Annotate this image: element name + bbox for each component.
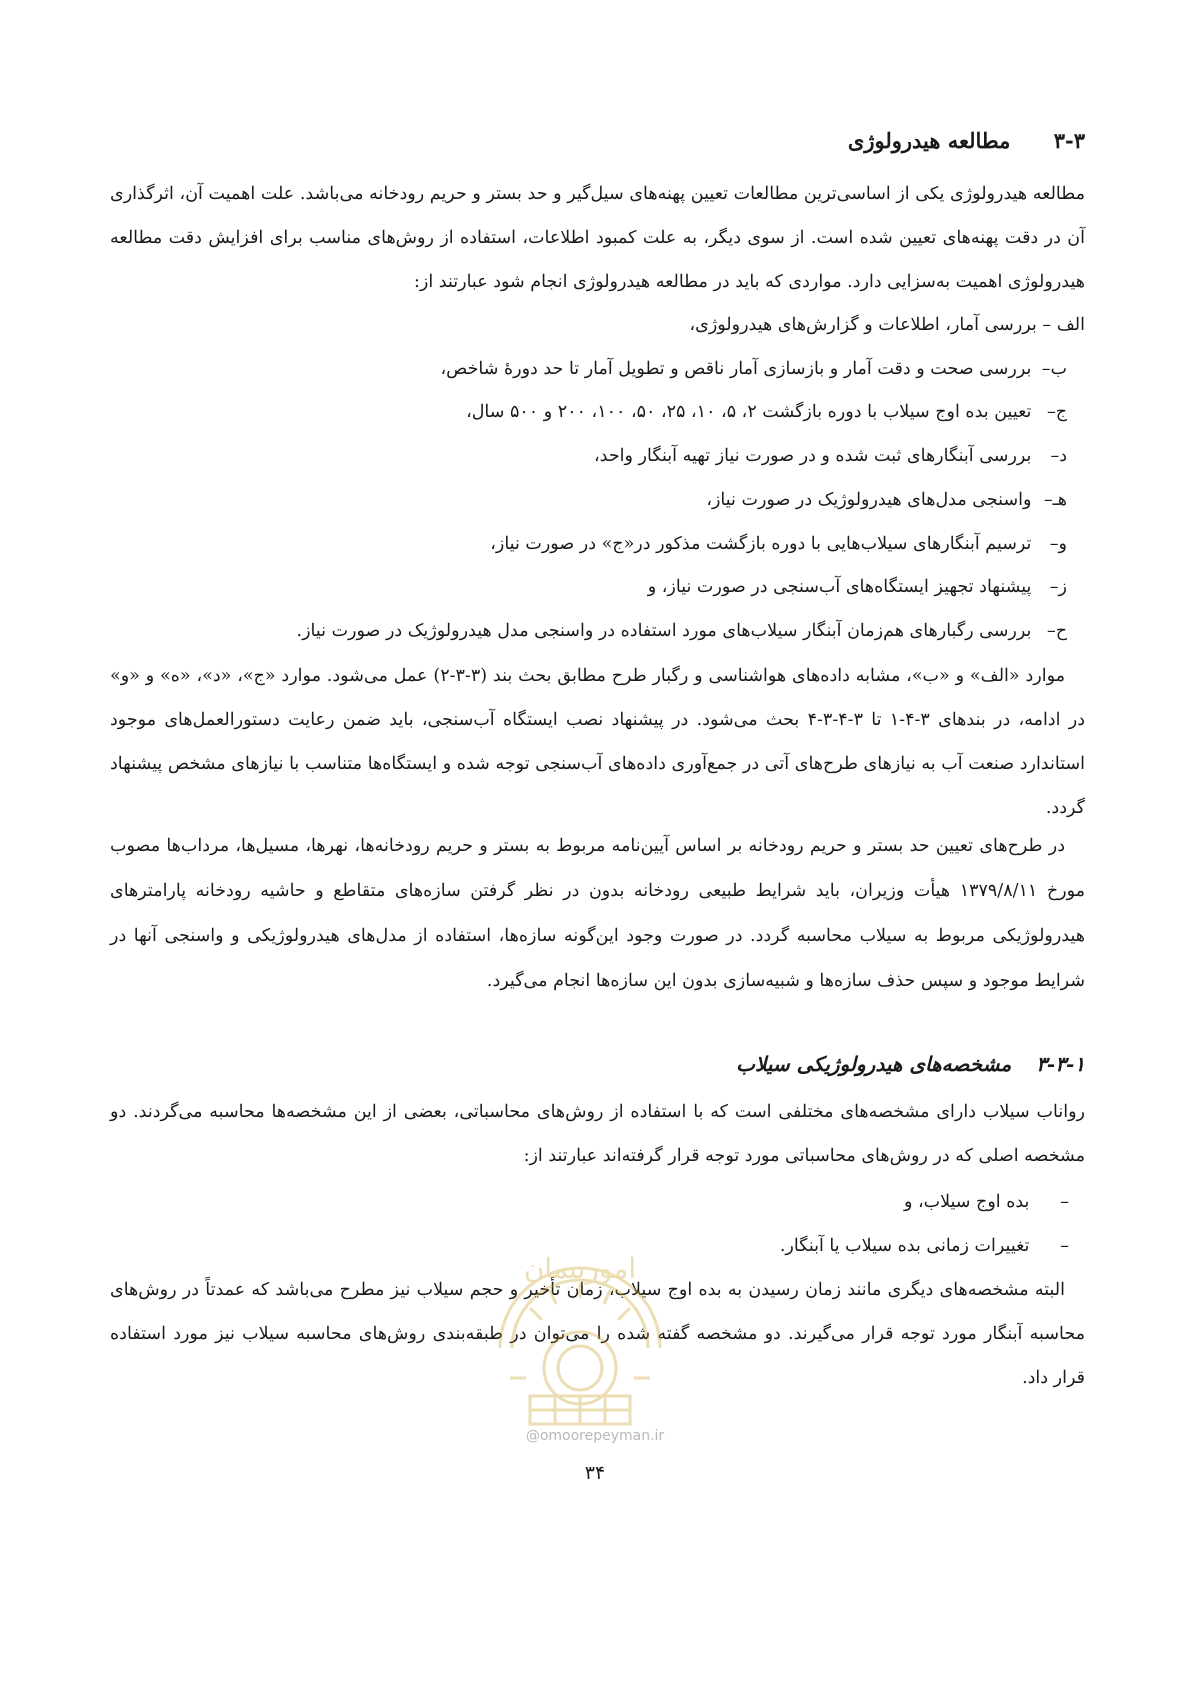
subsection-number: ۳-۳-۱: [1036, 1052, 1085, 1076]
study-items-list: [110, 304, 1085, 654]
list-item: [110, 566, 1085, 610]
section-number: ۳-۳: [1053, 128, 1085, 153]
list-item-label: الف –: [1042, 315, 1085, 335]
list-item-label: ج–: [1046, 402, 1067, 423]
list-item-text: واسنجی مدل‌های هیدرولوژیک در صورت نیاز،: [706, 489, 1032, 510]
paragraph-flood-characteristics: رواناب سیلاب دارای مشخصه‌های مختلفی است که با استفاده از روش‌های محاسباتی، بعضی از این مشخصه‌ها محاسبه می‌گردند. دو مشخصه اصلی که در روش‌های محاسباتی مورد توجه قرار گرفته‌اند عبارتند از:: [110, 1102, 1085, 1166]
list-item-label: ب–: [1041, 358, 1067, 379]
list-item-label: د–: [1050, 446, 1067, 467]
list-item-text: تعیین بده اوج سیلاب با دوره بازگشت ۲، ۵، ۱۰، ۲۵، ۵۰، ۱۰۰، ۲۰۰ و ۵۰۰ سال،: [466, 402, 1032, 423]
svg-text:امورپیمان: امورپیمان: [523, 1252, 637, 1285]
list-item-dash: –: [1060, 1192, 1069, 1212]
list-item-dash: –: [1060, 1236, 1069, 1256]
list-item-label: ز–: [1049, 577, 1067, 598]
intro-paragraph: مطالعه هیدرولوژی یکی از اساسی‌ترین مطالعات تعیین پهنه‌های سیل‌گیر و حد بستر و حریم رودخانه می‌باشد. علت اهمیت آن، اثرگذاری آن در دقت پهنه‌های تعیین شده است. از سوی دیگر، به علت کمبود اطلاعات، استفاده از روش‌های مناسب برای افزایش دقت مطالعه هیدرولوژی اهمیت به‌سزایی دارد. مواردی که باید در مطالعه هیدرولوژی انجام شود عبارتند از:: [110, 184, 1085, 292]
list-item-label: و–: [1049, 533, 1067, 554]
list-item-text: بررسی صحت و دقت آمار و بازسازی آمار ناقص و تطویل آمار تا حد دورهٔ شاخص،: [440, 358, 1032, 379]
watermark-site: [0, 1428, 1190, 1444]
list-item-text: پیشنهاد تجهیز ایستگاه‌های آب‌سنجی در صورت نیاز، و: [647, 577, 1032, 598]
paragraph-river-bed: در طرح‌های تعیین حد بستر و حریم رودخانه بر اساس آیین‌نامه مربوط به بستر و حریم رودخانه‌ها، نهرها، مسیل‌ها، مرداب‌ها مصوب مورخ ۱۳۷۹/۸/۱۱ هیأت وزیران، باید شرایط طبیعی رودخانه بدون در نظر گرفتن سازه‌های متقاطع و حاشیه رودخانه پارامترهای هیدرولوژیکی مربوط به سیلاب محاسبه گردد. در صورت وجود این‌گونه سازه‌ها، استفاده از مدل‌های هیدرولوژیکی و واسنجی آنها در شرایط موجود و سپس حذف سازه‌ها و شبیه‌سازی بدون این سازه‌ها انجام می‌گیرد.: [110, 836, 1085, 991]
section-title: مطالعه هیدرولوژی: [847, 128, 1011, 153]
list-item-text: تغییرات زمانی بده سیلاب یا آبنگار.: [779, 1236, 1030, 1256]
list-item: [110, 435, 1085, 479]
section-heading: [848, 128, 1085, 153]
subsection-title: مشخصه‌های هیدرولوژیکی سیلاب: [736, 1052, 1012, 1076]
main-characteristics-list: [110, 1180, 1085, 1268]
list-item: [110, 304, 1085, 348]
watermark-site-text: omoorepeyman.ir: [539, 1428, 665, 1444]
list-item: [110, 348, 1085, 392]
list-item-text: بررسی آمار، اطلاعات و گزارش‌های هیدرولوژی،: [689, 315, 1037, 335]
list-item: [110, 523, 1085, 567]
list-item: [110, 1224, 1085, 1268]
document-page: [110, 128, 1085, 1628]
list-item-label: ح–: [1046, 620, 1067, 641]
list-item: [110, 479, 1085, 523]
list-item: [110, 610, 1085, 654]
at-icon: @: [525, 1428, 540, 1444]
subsection-heading: [736, 1052, 1085, 1076]
list-item-text: بده اوج سیلاب، و: [903, 1192, 1030, 1212]
page-number: ۳۴: [584, 1462, 606, 1484]
list-item-text: بررسی رگبارهای هم‌زمان آبنگار سیلاب‌های مورد استفاده در واسنجی مدل هیدرولوژیک در صورت نیاز.: [296, 620, 1032, 641]
list-item: [110, 1180, 1085, 1224]
paragraph-flood-items: موارد «الف» و «ب»، مشابه داده‌های هواشناسی و رگبار طرح مطابق بحث بند (۳-۳-۲) عمل می‌شود. موارد «ج»، «د»، «ه» و «و» در ادامه، در بندهای ۳-۴-۱ تا ۳-۴-۳-۴ بحث می‌شود. در پیشنهاد نصب ایستگاه آب‌سنجی، باید ضمن رعایت دستورالعمل‌های موجود استاندارد صنعت آب به نیازهای طرح‌های آتی در جمع‌آوری داده‌های آب‌سنجی توجه شده و ایستگاه‌ها متناسب با نیازهای مشخص پیشنهاد گردد.: [110, 666, 1085, 818]
list-item-text: بررسی آبنگارهای ثبت شده و در صورت نیاز تهیه آبنگار واحد،: [594, 446, 1032, 467]
list-item-text: ترسیم آبنگارهای سیلاب‌هایی با دوره بازگشت مذکور در«ج» در صورت نیاز،: [490, 533, 1032, 554]
list-item-label: هـ–: [1043, 489, 1067, 510]
list-item: [110, 391, 1085, 435]
paragraph-other-characteristics: البته مشخصه‌های دیگری مانند زمان رسیدن به بده اوج سیلاب، زمان تأخیر و حجم سیلاب نیز مطرح می‌باشد که عمدتاً در روش‌های محاسبه آبنگار مورد توجه قرار می‌گیرند. دو مشخصه گفته شده را می‌توان در طبقه‌بندی روش‌های محاسبه سیلاب نیز مورد استفاده قرار داد.: [110, 1280, 1085, 1388]
